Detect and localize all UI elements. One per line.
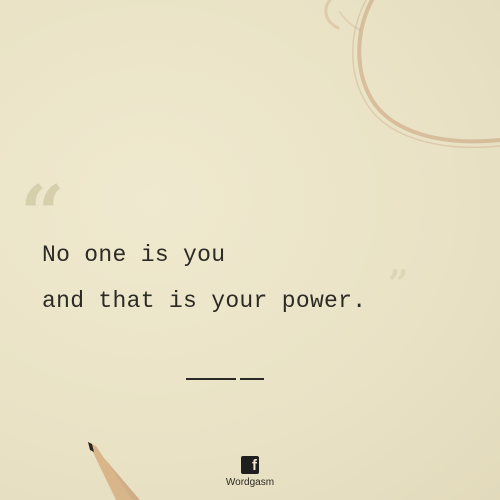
facebook-icon[interactable]: f — [241, 456, 259, 474]
open-quote-mark: “ — [20, 169, 65, 260]
divider-line — [186, 378, 264, 382]
brand-name: Wordgasm — [225, 477, 275, 488]
close-quote-mark: ” — [388, 263, 409, 305]
quote-text — [42, 232, 366, 324]
brand-footer — [220, 456, 280, 488]
quote-line-2: and that is your power. — [42, 288, 367, 314]
quote-line-1: No one is you — [42, 242, 226, 268]
